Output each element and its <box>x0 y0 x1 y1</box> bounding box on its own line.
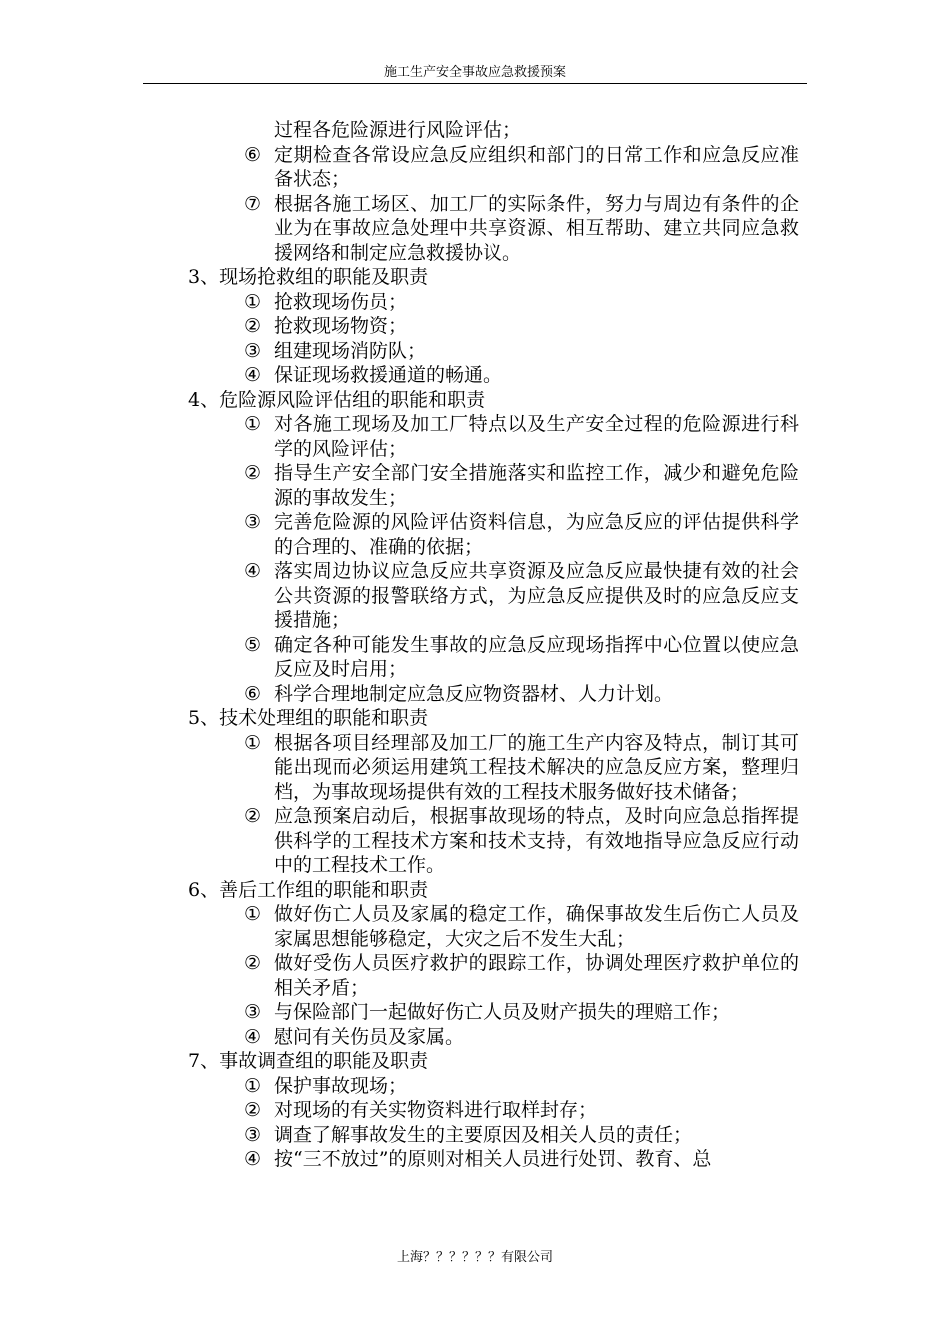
list-item-number: ⑦ <box>244 192 262 215</box>
list-item <box>0 1000 799 1025</box>
list-item <box>0 143 799 192</box>
list-item-number: ④ <box>244 1025 262 1048</box>
list-item-number: ④ <box>244 1148 262 1170</box>
list-item-text: 抢救现场物资； <box>274 315 408 337</box>
list-item-text: 组建现场消防队； <box>274 339 427 362</box>
list-item-text: 抢救现场伤员； <box>274 290 408 313</box>
list-item <box>0 1147 799 1172</box>
section-heading: 4、危险源风险评估组的职能和职责 <box>188 388 486 411</box>
list-item-text: 确定各种可能发生事故的应急反应现场指挥中心位置以使应急反应及时启用； <box>274 633 799 680</box>
section-heading: 5、技术处理组的职能和职责 <box>188 707 429 729</box>
list-item-number: ④ <box>244 364 262 386</box>
list-item <box>0 1025 799 1050</box>
list-item-number: ① <box>244 903 262 925</box>
list-item-number: ② <box>244 952 262 974</box>
list-item-number: ③ <box>244 1001 262 1023</box>
list-item <box>0 314 799 339</box>
section-heading: 6、善后工作组的职能和职责 <box>188 878 429 901</box>
continued-text: 过程各危险源进行风险评估； <box>274 119 522 141</box>
list-item <box>0 461 799 510</box>
list-item-number: ② <box>244 315 262 337</box>
list-item-text: 根据各项目经理部及加工厂的施工生产内容及特点，制订其可能出现而必须运用建筑工程技术解决的应急反应方案，整理归档，为事故现场提供有效的工程技术服务做好技术储备； <box>274 731 799 803</box>
header-rule <box>143 83 807 84</box>
list-item-number: ④ <box>244 560 262 582</box>
document-body <box>0 118 950 1172</box>
list-item <box>0 363 799 388</box>
list-item-text: 完善危险源的风险评估资料信息，为应急反应的评估提供科学的合理的、准确的依据； <box>274 511 799 558</box>
list-item <box>0 1098 799 1123</box>
list-item-number: ② <box>244 1099 262 1121</box>
list-item-text: 做好受伤人员医疗救护的跟踪工作，协调处理医疗救护单位的相关矛盾； <box>274 952 799 999</box>
list-item <box>0 1074 799 1099</box>
list-item <box>0 559 799 633</box>
list-item-text: 对现场的有关实物资料进行取样封存； <box>274 1099 598 1121</box>
list-item-number: ② <box>244 805 262 827</box>
section-heading: 7、事故调查组的职能及职责 <box>188 1050 429 1072</box>
section-heading: 3、现场抢救组的职能及职责 <box>188 266 429 288</box>
list-item <box>0 804 799 878</box>
list-item-number: ③ <box>244 511 262 533</box>
list-item-text: 慰问有关伤员及家属。 <box>274 1025 465 1048</box>
list-item-text: 对各施工现场及加工厂特点以及生产安全过程的危险源进行科学的风险评估； <box>274 413 799 460</box>
list-item-text: 保证现场救援通道的畅通。 <box>274 364 503 386</box>
list-item <box>0 290 799 315</box>
list-item <box>0 633 799 682</box>
list-item <box>0 682 799 707</box>
list-item-text: 做好伤亡人员及家属的稳定工作，确保事故发生后伤亡人员及家属思想能够稳定，大灾之后不发生大乱； <box>274 903 799 950</box>
list-item-number: ① <box>244 1074 262 1097</box>
list-item-number: ① <box>244 731 262 754</box>
list-item-number: ③ <box>244 339 262 362</box>
list-item-text: 应急预案启动后，根据事故现场的特点，及时向应急总指挥提供科学的工程技术方案和技术支持，有效地指导应急反应行动中的工程技术工作。 <box>274 805 799 876</box>
list-item-text: 调查了解事故发生的主要原因及相关人员的责任； <box>274 1123 693 1146</box>
list-item <box>0 510 799 559</box>
list-item <box>0 1123 799 1148</box>
list-item <box>0 902 799 951</box>
list-item <box>0 731 799 805</box>
list-item <box>0 192 799 266</box>
list-item-number: ① <box>244 413 262 435</box>
list-item-number: ③ <box>244 1123 262 1146</box>
page-header: 施工生产安全事故应急救援预案 <box>383 65 566 80</box>
list-item <box>0 412 799 461</box>
list-item <box>0 951 799 1000</box>
list-item-number: ① <box>244 290 262 313</box>
list-item-text: 保护事故现场； <box>274 1074 408 1097</box>
list-item <box>0 339 799 364</box>
list-item-number: ② <box>244 462 262 484</box>
list-item-text: 落实周边协议应急反应共享资源及应急反应最快捷有效的社会公共资源的报警联络方式，为应急反应提供及时的应急反应支援措施； <box>274 560 799 631</box>
list-item-text: 定期检查各常设应急反应组织和部门的日常工作和应急反应准备状态； <box>274 143 799 190</box>
list-item-number: ⑤ <box>244 633 262 656</box>
list-item-text: 指导生产安全部门安全措施落实和监控工作，减少和避免危险源的事故发生； <box>274 462 799 509</box>
list-item-number: ⑥ <box>244 143 262 166</box>
list-item-text: 按“三不放过”的原则对相关人员进行处罚、教育、总 <box>274 1148 712 1170</box>
list-item-text: 根据各施工场区、加工厂的实际条件，努力与周边有条件的企业为在事故应急处理中共享资源、相互帮助、建立共同应急救援网络和制定应急救援协议。 <box>274 192 799 264</box>
list-item-number: ⑥ <box>244 682 262 705</box>
list-item-text: 与保险部门一起做好伤亡人员及财产损失的理赔工作； <box>274 1001 731 1023</box>
page-footer: 上海？？？？？？有限公司 <box>396 1250 553 1265</box>
list-item-text: 科学合理地制定应急反应物资器材、人力计划。 <box>274 682 674 705</box>
